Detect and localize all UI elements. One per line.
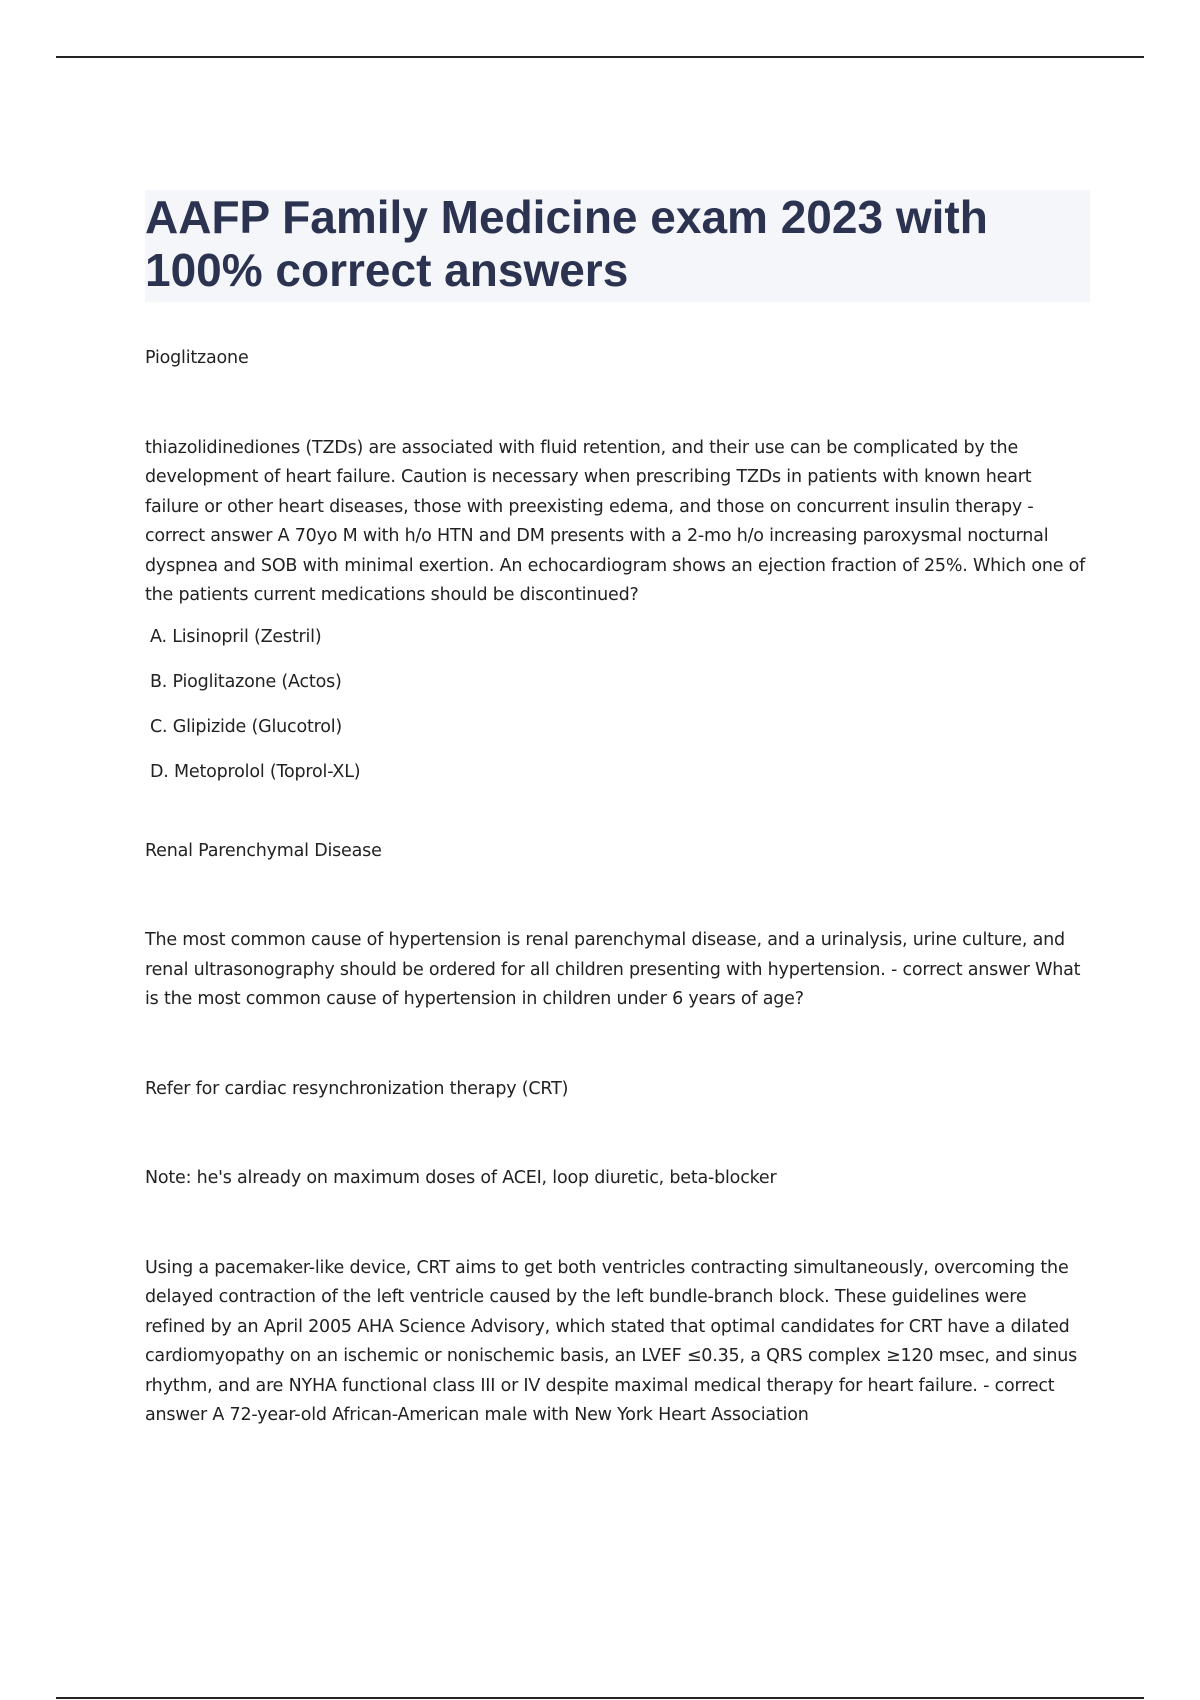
answer-paragraph-crt: Using a pacemaker-like device, CRT aims to get both ventricles contracting simultaneously, overcoming the delayed contraction of the left ventricle caused by the left bundle-branch block. These guidelines were refined by an April 2005 AHA Science Advisory, which stated that optimal candidates for CRT have a dilated cardiomyopathy on an ischemic or nonischemic basis, an LVEF ≤0.35, a QRS complex ≥120 msec, and sinus rhythm, and are NYHA functional class III or IV despite maximal medical therapy for heart failure. - correct answer A 72-year-old African-American male with New York Heart Association bbox=[145, 1257, 1078, 1425]
top-rule bbox=[56, 56, 1144, 58]
note-crt: Note: he's already on maximum doses of ACEI, loop diuretic, beta-blocker bbox=[145, 1168, 777, 1188]
option-d: D. Metoprolol (Toprol-XL) bbox=[150, 761, 361, 782]
answer-options bbox=[145, 623, 1090, 787]
term-crt: Refer for cardiac resynchronization therapy (CRT) bbox=[145, 1078, 569, 1099]
option-a: A. Lisinopril (Zestril) bbox=[150, 626, 322, 647]
term-renal-parenchymal-disease: Renal Parenchymal Disease bbox=[145, 840, 382, 861]
term-pioglitazone: Pioglitzaone bbox=[145, 348, 249, 368]
option-b: B. Pioglitazone (Actos) bbox=[150, 671, 342, 692]
title-banner bbox=[145, 190, 1090, 302]
document-page bbox=[145, 190, 1090, 1431]
answer-paragraph-hypertension: The most common cause of hypertension is renal parenchymal disease, and a urinalysis, urine culture, and renal ultrasonography should be ordered for all children presenting with hypertension. - correct answer What is the most common cause of hypertension in children under 6 years of age? bbox=[145, 930, 1081, 1009]
option-c: C. Glipizide (Glucotrol) bbox=[150, 716, 343, 737]
bottom-rule bbox=[56, 1697, 1144, 1699]
answer-paragraph-tzd: thiazolidinediones (TZDs) are associated with fluid retention, and their use can be complicated by the development of heart failure. Caution is necessary when prescribing TZDs in patients with known heart failure or other heart diseases, those with preexisting edema, and those on concurrent insulin therapy - correct answer A 70yo M with h/o HTN and DM presents with a 2-mo h/o increasing paroxysmal nocturnal dyspnea and SOB with minimal exertion. An echocardiogram shows an ejection fraction of 25%. Which one of the patients current medications should be discontinued? bbox=[145, 437, 1086, 605]
document-title: AAFP Family Medicine exam 2023 with 100% correct answers bbox=[145, 191, 988, 296]
